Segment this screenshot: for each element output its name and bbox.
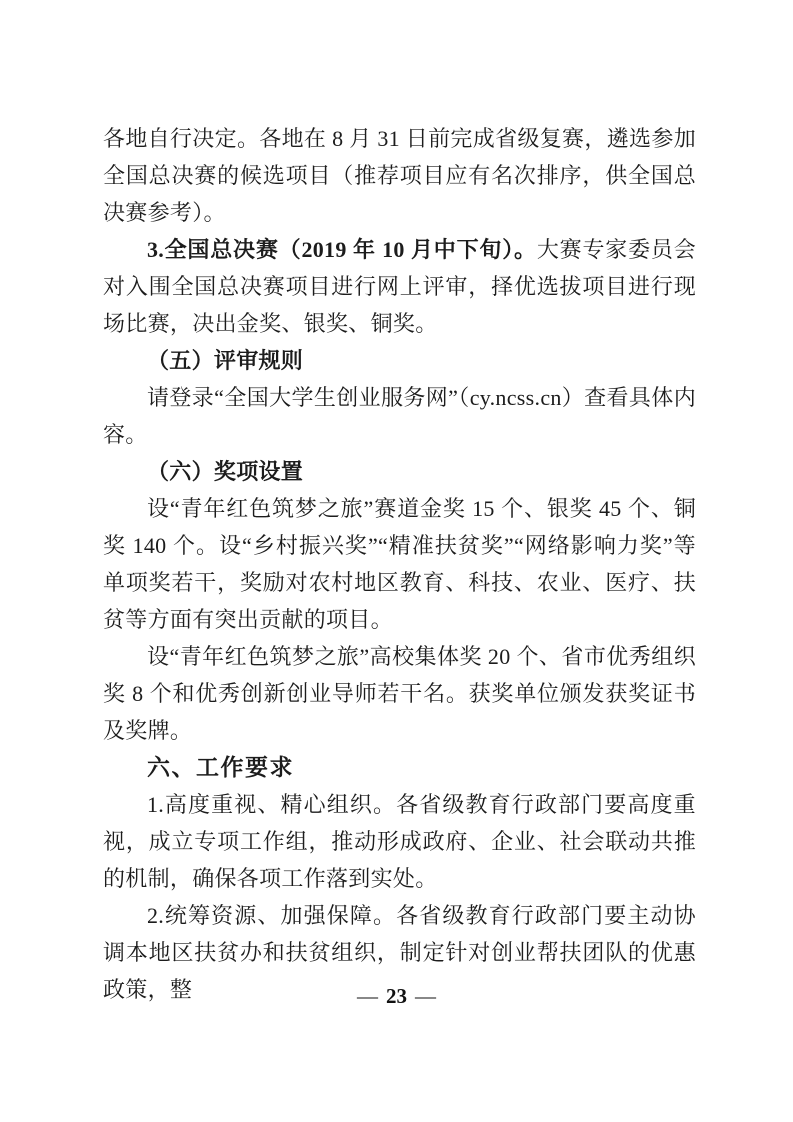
page-number-dash-left: — bbox=[357, 984, 378, 1008]
page-number-value: 23 bbox=[386, 984, 407, 1008]
paragraph-review-login: 请登录“全国大学生创业服务网”（cy.ncss.cn）查看具体内容。 bbox=[103, 385, 696, 447]
paragraph-awards-track: 设“青年红色筑梦之旅”赛道金奖 15 个、银奖 45 个、铜奖 140 个。设“乡村振兴奖”“精准扶贫奖”“网络影响力奖”等单项奖若干，奖励对农村地区教育、科技、农业、医疗、扶贫等方面有突出贡献的项目。 bbox=[103, 496, 696, 632]
national-finals-text: 大赛专家委员会对入围全国总决赛项目进行网上评审，择优选拔项目进行现场比赛，决出金奖、银奖、铜奖。 bbox=[103, 237, 696, 336]
paragraph-requirement-organization: 1.高度重视、精心组织。各省级教育行政部门要高度重视，成立专项工作组，推动形成政府、企业、社会联动共推的机制，确保各项工作落到实处。 bbox=[103, 792, 696, 891]
paragraph-awards-collective: 设“青年红色筑梦之旅”高校集体奖 20 个、省市优秀组织奖 8 个和优秀创新创业导师若干名。获奖单位颁发获奖证书及奖牌。 bbox=[103, 644, 696, 743]
paragraph-national-finals bbox=[103, 231, 696, 342]
heading-award-setup: （六）奖项设置 bbox=[147, 459, 304, 484]
paragraph-continuation: 各地自行决定。各地在 8 月 31 日前完成省级复赛，遴选参加全国总决赛的候选项目（推荐项目应有名次排序，供全国总决赛参考）。 bbox=[103, 126, 696, 225]
document-body bbox=[103, 120, 696, 1008]
page-number-dash-right: — bbox=[415, 984, 436, 1008]
heading-work-requirements: 六、工作要求 bbox=[147, 754, 294, 780]
national-finals-bold-lead: 3.全国总决赛（2019 年 10 月中下旬）。 bbox=[147, 237, 537, 262]
page-number bbox=[0, 984, 793, 1009]
heading-review-rules: （五）评审规则 bbox=[147, 348, 304, 373]
paragraph-requirement-resources: 2.统筹资源、加强保障。各省级教育行政部门要主动协调本地区扶贫办和扶贫组织，制定针对创业帮扶团队的优惠政策，整 bbox=[103, 903, 696, 1002]
